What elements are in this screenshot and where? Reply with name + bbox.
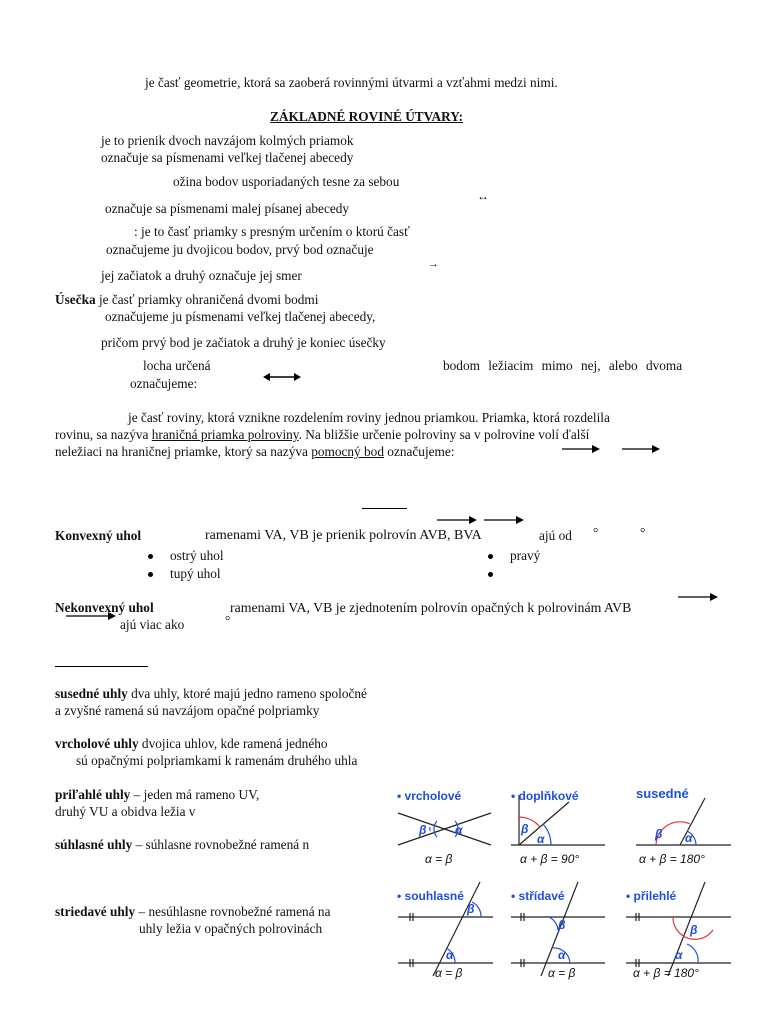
fig-beta: β [690,923,698,937]
nekonvexny-line2: ajú viac ako [120,617,185,632]
striedave-label: striedavé uhly [55,904,136,919]
fig-beta: β [655,827,663,841]
suhlasne-label: súhlasné uhly [55,837,133,852]
fig-alpha: α [675,948,683,962]
fig-alpha: α [537,832,545,846]
fig-alpha: α [685,831,693,845]
susedne-line1 [55,686,367,702]
fig-beta: β [558,918,566,932]
konvexny-text: ramenami VA, VB je prienik polrovín AVB, BVA [205,528,482,543]
rovina-right: bodom ležiacim mimo nej, alebo dvoma [443,358,683,373]
striedave-text: – nesúhlasne rovnobežné ramená na [135,904,331,919]
polrovina-line2 [55,427,589,443]
right-arrow-icon [622,444,660,454]
double-arrow-icon [263,371,301,383]
fig-label-souhlasne: • souhlasné [397,889,464,903]
fig-eq-vrcholove: α = β [425,852,453,866]
angle-types-figure [393,780,738,980]
usecka-line3: pričom prvý bod je začiatok a druhý je koniec úsečky [101,335,386,350]
fig-alpha: α [455,823,463,837]
suhlasne-line1 [55,837,309,853]
vector-arrow-icon [678,592,718,602]
degree-symbol: ° [225,613,231,628]
rovina-line2: označujeme: [130,376,198,391]
konvexny-label: Konvexný uhol [55,528,142,543]
bod-line1: je to prienik dvoch navzájom kolmých priamok [101,133,354,148]
vector-arrow-icon [437,515,477,525]
polpriamka-line1: : je to časť priamky s presným určením o ktorú časť [134,224,410,239]
priamka-line2: označuje sa písmenami malej písanej abecedy [105,201,350,216]
vrcholove-text: dvojica uhlov, kde ramená jedného [138,736,328,751]
striedave-line2: uhly ležia v opačných polrovinách [139,921,323,936]
prilahle-text: – jeden má rameno UV, [130,787,260,802]
rovina-left: locha určená [143,358,211,373]
polpriamka-line3: jej začiatok a druhý označuje jej smer [101,268,302,283]
striedave-line1 [55,904,330,920]
bullet-tupy: tupý uhol [170,566,221,581]
susedne-text: dva uhly, ktoré majú jedno rameno spoločné [127,686,367,701]
term-hranicna-priamka: hraničná priamka polroviny [151,427,299,442]
priamka-line1: ožina bodov usporiadaných tesne za sebou [173,174,400,189]
konvexny-tail: ajú od [539,528,572,543]
usecka-label: Úsečka [55,292,96,307]
fig-eq-susedne: α + β = 180° [639,852,705,866]
right-arrow-icon [66,611,116,621]
vrcholove-line2: sú opačnými polpriamkami k ramenám druhého uhla [76,753,358,768]
usecka-line2: označujeme ju písmenami veľkej tlačenej abecedy, [105,309,376,324]
nekonvexny-label: Nekonvexný uhol [55,600,154,615]
divider-line [362,508,407,509]
fig-alpha: α [446,948,454,962]
bullet-icon [488,554,493,559]
fig-beta: β [521,822,529,836]
bod-line2: označuje sa písmenami veľkej tlačenej abecedy [101,150,354,165]
prilahle-line1 [55,787,259,803]
double-arrow-symbol: ↔ [477,189,489,203]
susedne-line2: a zvyšné ramená sú navzájom opačné polpriamky [55,703,320,718]
right-arrow-icon [562,444,600,454]
bullet-icon [148,554,153,559]
suhlasne-text: – súhlasne rovnobežné ramená n [132,837,310,852]
polrovina-line3-b: označujeme: [383,444,455,459]
bullet-icon [488,572,493,577]
nekonvexny-text: ramenami VA, VB je zjednotením polrovín opačných k polrovinám AVB [230,600,632,615]
fig-label-doplnkove: • doplňkové [511,789,579,803]
fig-label-stridave: • střídavé [511,889,565,903]
divider-line [55,666,148,667]
fig-label-vrcholove: • vrcholové [397,789,462,803]
fig-eq-stridave: α = β [548,966,576,980]
usecka-text: je časť priamky ohraničená dvomi bodmi [95,292,319,307]
polrovina-line1: je časť roviny, ktorá vznikne rozdelením roviny jednou priamkou. Priamka, ktorá rozdelila [128,410,610,425]
prilahle-line2: druhý VU a obidva ležia v [55,804,196,819]
bullet-ostry: ostrý uhol [170,548,224,563]
polrovina-line3 [55,444,455,460]
fig-alpha: α [558,948,566,962]
vrcholove-label: vrcholové uhly [55,736,139,751]
bullet-icon [148,572,153,577]
fig-eq-doplnkove: α + β = 90° [520,852,580,866]
fig-eq-prilehle: α + β = 180° [633,966,699,980]
fig-eq-souhlasne: α = β [435,966,463,980]
polpriamka-line2: označujeme ju dvojicou bodov, prvý bod označuje [106,242,374,257]
degree-symbol: ° [640,525,646,540]
degree-symbol: ° [593,525,599,540]
polrovina-line2-b: . Na bližšie určenie polroviny sa v polrovine volí ďalší [298,427,590,442]
susedne-label: susedné uhly [55,686,128,701]
intro-text: je časť geometrie, ktorá sa zaoberá rovinnými útvarmi a vzťahmi medzi nimi. [145,75,558,90]
fig-label-susedne: susedné [636,786,689,801]
term-pomocny-bod: pomocný bod [311,444,384,459]
fig-beta: β [467,902,475,916]
vrcholove-beta-arc [434,821,437,837]
polrovina-line3-a: neležiaci na hraničnej priamke, ktorý sa nazýva [55,444,312,459]
fig-label-prilehle: • přilehlé [626,889,677,903]
vector-arrow-icon [484,515,524,525]
fig-beta: β [419,823,427,837]
prilahle-label: priľahlé uhly [55,787,131,802]
polrovina-line2-a: rovinu, sa nazýva [55,427,152,442]
right-arrow-symbol: → [428,258,439,270]
bullet-pravy: pravý [510,548,541,563]
section-heading: ZÁKLADNÉ ROVINÉ ÚTVARY: [270,109,464,124]
vrcholove-line1 [55,736,328,752]
usecka-line1 [55,292,318,308]
